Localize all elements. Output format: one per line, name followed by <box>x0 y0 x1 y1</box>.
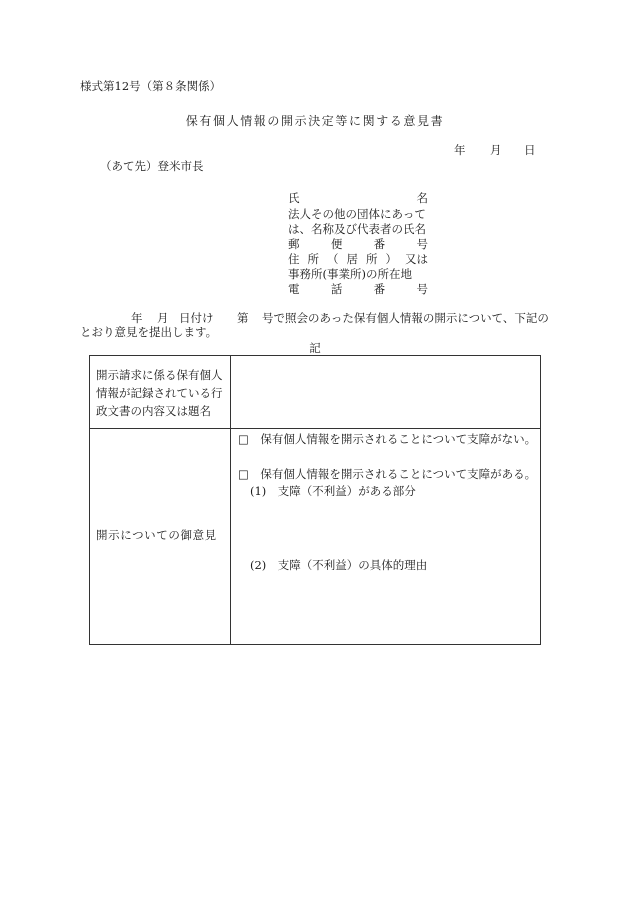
opinion-table <box>89 355 541 645</box>
date-year: 年 <box>454 143 466 157</box>
body-year: 年 <box>131 311 143 325</box>
body-date-suffix: 日付け <box>179 311 214 325</box>
submitter-corp-note-2: は、名称及び代表者の氏名 <box>288 222 426 236</box>
body-month: 月 <box>157 311 169 325</box>
date-month: 月 <box>490 143 502 157</box>
row2-label: 開示についての御意見 <box>96 528 217 542</box>
submitter-postal-label: 郵 便 番 号 <box>288 237 428 251</box>
option-hindrance: □ 保有個人情報を開示されることについて支障がある。 <box>238 467 537 481</box>
addressee: （あて先）登米市長 <box>100 159 204 173</box>
sub-item-hindrance-part: (1) 支障（不利益）がある部分 <box>250 484 416 498</box>
ki-heading: 記 <box>309 341 321 355</box>
submitter-corp-note-1: 法人その他の団体にあって <box>288 207 426 221</box>
option-no-hindrance: □ 保有個人情報を開示されることについて支障がない。 <box>238 432 537 446</box>
body-number-prefix: 第 <box>237 311 249 325</box>
body-line1-rest: 号で照会のあった保有個人情報の開示について、下記の <box>262 311 549 325</box>
submitter-phone-label: 電 話 番 号 <box>288 282 428 296</box>
table-column-divider <box>230 356 231 644</box>
body-line2: とおり意見を提出します。 <box>80 325 218 339</box>
submitter-name-label: 氏 名 <box>288 191 428 205</box>
row1-label: 開示請求に係る保有個人 情報が記録されている行 政文書の内容又は題名 <box>96 368 223 418</box>
document-title: 保有個人情報の開示決定等に関する意見書 <box>185 114 445 128</box>
table-row-divider <box>90 428 540 429</box>
sub-item-hindrance-reason: (2) 支障（不利益）の具体的理由 <box>250 558 428 572</box>
date-day: 日 <box>524 143 536 157</box>
submitter-office-address: 事務所(事業所)の所在地 <box>288 267 412 281</box>
form-number: 様式第12号（第８条関係） <box>80 79 222 93</box>
submitter-address-label: 住 所 （ 居 所 ） 又は <box>288 252 428 266</box>
